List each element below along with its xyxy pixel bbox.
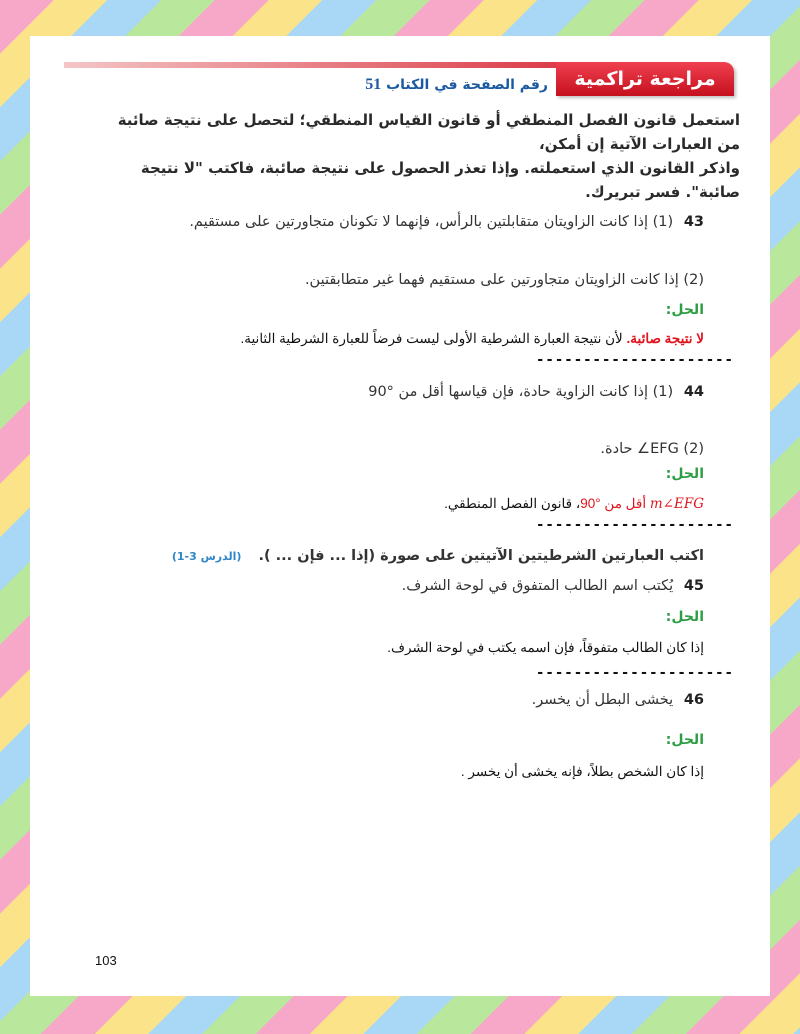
instructions	[110, 108, 740, 204]
q43-part2: (2) إذا كانت الزاويتان متجاورتين على مستقيم فهما غير متطابقتين.	[304, 272, 704, 288]
q44-answer	[104, 496, 704, 512]
instruction-2	[104, 548, 704, 564]
q46	[104, 692, 704, 708]
q43-answer	[104, 331, 704, 347]
book-ref-label: رقم الصفحة في الكتاب	[386, 77, 548, 93]
q44-answer-text: ، قانون الفصل المنطقي.	[444, 496, 581, 511]
instructions-line-1: استعمل قانون الفصل المنطقي أو قانون القياس المنطقي؛ لتحصل على نتيجة صائبة من العبارات الآتية إن أمكن،	[117, 111, 740, 153]
q44-answer-math: m∠EFG	[649, 496, 704, 512]
q46-solution-label: الحل:	[665, 732, 704, 748]
q45-answer: إذا كان الطالب متفوقاً، فإن اسمه يكتب في لوحة الشرف.	[387, 640, 704, 655]
book-ref-page: 51	[365, 76, 382, 93]
q44-part1	[104, 384, 704, 400]
q43-part1-text: (1) إذا كانت الزاويتان متقابلتين بالرأس، فإنهما لا تكونان متجاورتين على مستقيم.	[189, 214, 674, 230]
q44-part2: (2) EFG∠ حادة.	[600, 441, 704, 457]
page-number: 103	[95, 953, 117, 968]
q46-answer: إذا كان الشخص بطلاً، فإنه يخشى أن يخسر .	[460, 764, 704, 779]
lesson-reference: (الدرس 3-1)	[171, 550, 242, 563]
instructions-line-2: واذكر القانون الذي استعملته. وإذا تعذر الحصول على نتيجة صائبة، فاكتب "لا نتيجة صائبة". فسر تبريرك.	[140, 159, 740, 201]
q44-answer-highlight: أقل من °90	[580, 496, 647, 511]
book-page-reference	[365, 76, 548, 94]
instruction-2-text: اكتب العبارتين الشرطيتين الآتيتين على صورة (إذا ... فإن ... ).	[258, 548, 704, 564]
q45-number: 45	[683, 578, 704, 594]
q43-part1	[104, 214, 704, 230]
q43-answer-text: لأن نتيجة العبارة الشرطية الأولى ليست فرضاً للعبارة الشرطية الثانية.	[240, 331, 623, 346]
q46-number: 46	[683, 692, 704, 708]
q43-number: 43	[683, 214, 704, 230]
section-banner	[556, 62, 734, 96]
q45	[104, 578, 704, 594]
q44-number: 44	[683, 384, 704, 400]
q43-solution-label: الحل:	[665, 302, 704, 318]
q44-solution-label: الحل:	[665, 466, 704, 482]
separator-1: ---------------------	[535, 352, 734, 368]
separator-2: ---------------------	[535, 517, 734, 533]
q45-solution-label: الحل:	[665, 609, 704, 625]
q43-answer-highlight: لا نتيجة صائبة.	[626, 331, 704, 346]
section-title: مراجعة تراكمية	[574, 68, 716, 90]
q46-text: يخشى البطل أن يخسر.	[531, 692, 674, 708]
q45-text: يُكتب اسم الطالب المتفوق في لوحة الشرف.	[401, 578, 674, 594]
separator-3: ---------------------	[535, 665, 734, 681]
q44-part1-text: (1) إذا كانت الزاوية حادة، فإن قياسها أقل من °90	[368, 384, 674, 400]
